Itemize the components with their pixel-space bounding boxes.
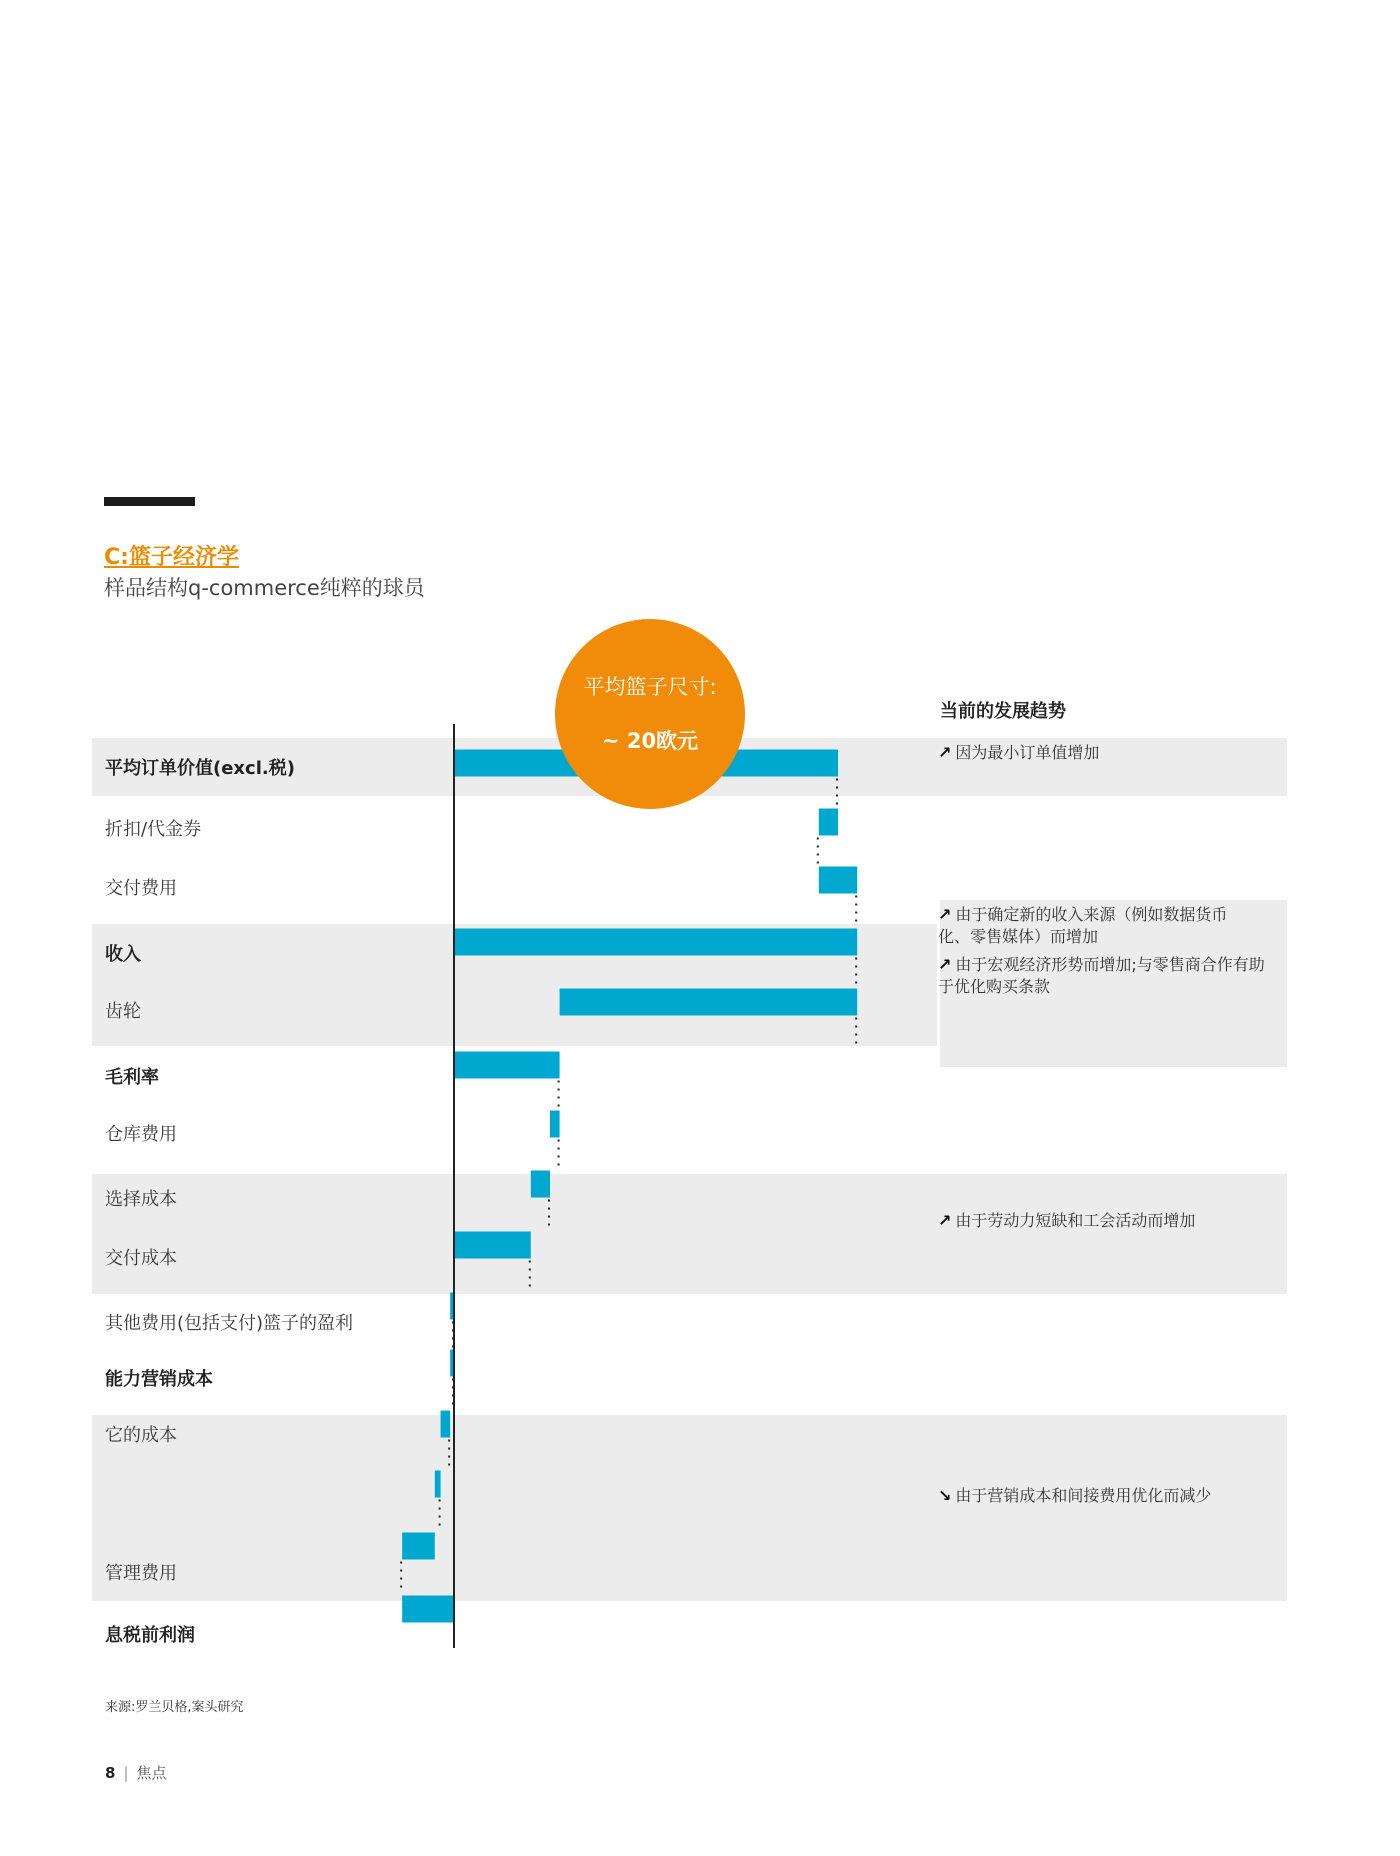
callout-line1: 平均篮子尺寸: xyxy=(583,675,717,699)
row-label-other-fees: 其他费用(包括支付)篮子的盈利 xyxy=(105,1313,354,1334)
waterfall-bar xyxy=(402,1596,454,1623)
row-label-discounts: 折扣/代金券 xyxy=(105,819,202,840)
waterfall-bar xyxy=(402,1533,435,1560)
section-name: 焦点 xyxy=(136,1764,167,1782)
zero-axis-line xyxy=(453,724,455,1648)
row-label-delivery-cost: 交付成本 xyxy=(105,1248,177,1269)
trend-item: ↗ 因为最小订单值增加 xyxy=(938,743,1100,762)
waterfall-bar xyxy=(550,1111,560,1138)
row-label-delivery-fee: 交付费用 xyxy=(105,878,177,899)
row-label-overhead: 管理费用 xyxy=(105,1563,177,1584)
row-label-gross-margin: 毛利率 xyxy=(105,1067,159,1088)
waterfall-bar xyxy=(435,1471,441,1498)
chart-subtitle: 样品结构q-commerce纯粹的球员 xyxy=(104,576,425,600)
callout-line2: ~ 20欧元 xyxy=(601,729,699,753)
row-label-revenue: 收入 xyxy=(105,944,141,965)
row-label-warehouse: 仓库费用 xyxy=(105,1124,177,1145)
waterfall-bar xyxy=(560,989,858,1016)
page-footer: 8 | 焦点 xyxy=(105,1764,167,1782)
trend-item: ↗ 由于确定新的收入来源（例如数据货币化、零售媒体）而增加 xyxy=(938,905,1228,946)
source-note: 来源:罗兰贝格,案头研究 xyxy=(105,1700,244,1715)
row-label-marketing: 能力营销成本 xyxy=(105,1369,213,1390)
trend-item: ↗ 由于劳动力短缺和工会活动而增加 xyxy=(938,1211,1196,1230)
trend-up-icon: ↗ xyxy=(938,1211,952,1230)
trend-item: ↗ 由于宏观经济形势而增加;与零售商合作有助于优化购买条款 xyxy=(938,955,1265,996)
row-label-it-cost: 它的成本 xyxy=(105,1425,177,1446)
waterfall-bar xyxy=(454,1052,560,1079)
waterfall-bar xyxy=(454,929,857,956)
waterfall-bar xyxy=(531,1171,550,1198)
waterfall-bar xyxy=(454,1232,531,1259)
trend-up-icon: ↗ xyxy=(938,743,952,762)
trend-up-icon: ↗ xyxy=(938,905,952,924)
trend-down-icon: ↘ xyxy=(938,1486,952,1505)
row-label-ebit: 息税前利润 xyxy=(105,1625,195,1646)
row-label-cogs: 齿轮 xyxy=(105,1001,141,1022)
trends-heading: 当前的发展趋势 xyxy=(940,701,1066,722)
waterfall-bar xyxy=(819,809,838,836)
trend-up-icon: ↗ xyxy=(938,955,952,974)
chart-title: C:篮子经济学 xyxy=(104,545,239,570)
waterfall-bar xyxy=(441,1411,451,1438)
row-label-picking: 选择成本 xyxy=(105,1189,177,1210)
row-label-aov: 平均订单价值(excl.税) xyxy=(105,758,295,779)
avg-basket-callout xyxy=(555,619,745,809)
waterfall-bar xyxy=(819,867,857,894)
trend-item: ↘ 由于营销成本和间接费用优化而减少 xyxy=(938,1486,1212,1505)
page-number: 8 xyxy=(105,1764,116,1782)
